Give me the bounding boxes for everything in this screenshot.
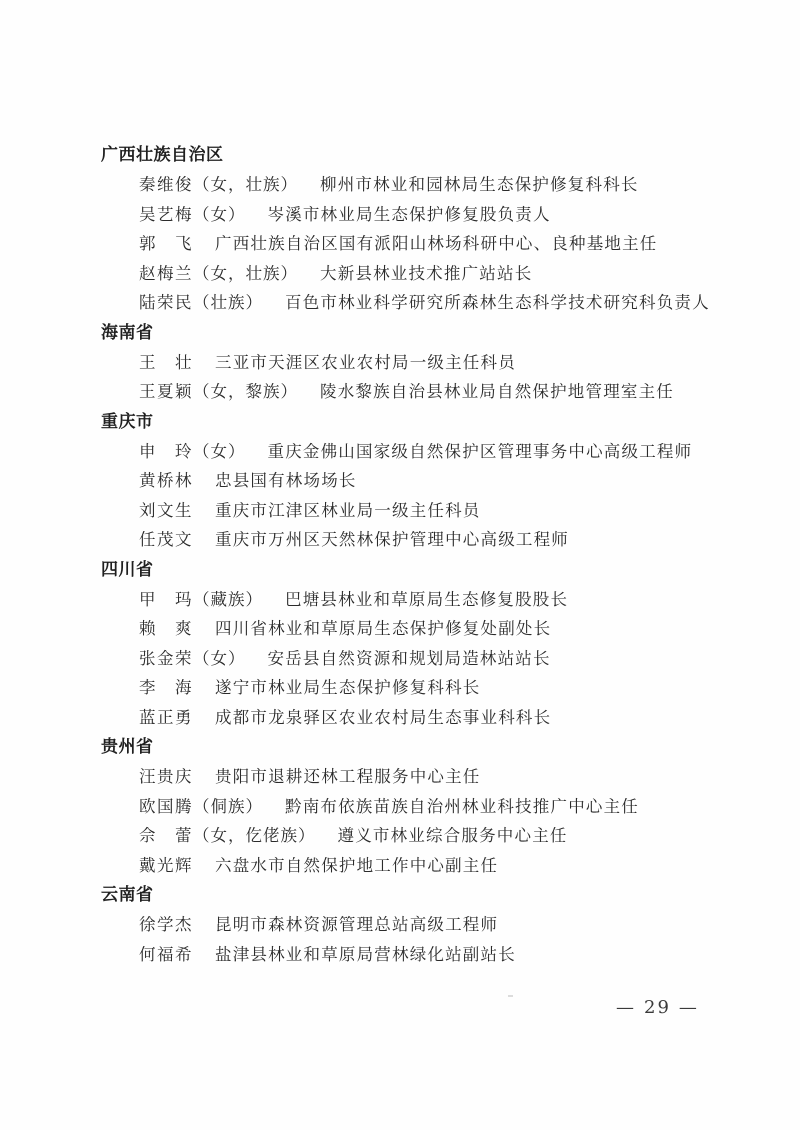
person-note: （女，仡佬族） [193, 826, 316, 845]
person-name: 赖 爽 [139, 619, 193, 638]
list-item [101, 792, 741, 822]
person-note: （藏族） [193, 589, 263, 609]
list-item [101, 437, 741, 467]
person-title: 重庆市万州区天然林保护管理中心高级工程师 [215, 530, 569, 549]
person-note: （女） [193, 648, 246, 668]
province-header-chongqing: 重庆市 [101, 411, 154, 432]
person-note: （女，壮族） [193, 263, 298, 283]
list-item [101, 851, 741, 881]
list-item [101, 821, 741, 851]
province-header-guizhou: 贵州省 [101, 737, 154, 757]
province-header-sichuan: 四川省 [101, 559, 154, 580]
list-item [101, 496, 741, 526]
list-item [101, 762, 741, 792]
list-item [101, 466, 741, 496]
list-item [101, 614, 741, 644]
person-title: 大新县林业技术推广站站长 [320, 263, 533, 283]
person-name: 陆荣民 [139, 293, 193, 312]
list-item [101, 525, 741, 555]
scan-mark [508, 995, 513, 997]
province-header-guangxi: 广西壮族自治区 [101, 145, 224, 165]
person-name: 秦维俊 [139, 175, 193, 194]
person-title: 六盘水市自然保护地工作中心副主任 [215, 855, 499, 875]
person-title: 贵阳市退耕还林工程服务中心主任 [215, 767, 481, 786]
person-name: 赵梅兰 [139, 263, 193, 283]
list-item [101, 940, 741, 970]
person-name: 欧国腾 [139, 796, 193, 816]
person-name: 戴光辉 [139, 855, 193, 875]
person-title: 重庆金佛山国家级自然保护区管理事务中心高级工程师 [267, 441, 693, 461]
person-title: 四川省林业和草原局生态保护修复处副处长 [215, 619, 552, 638]
person-title: 遵义市林业综合服务中心主任 [337, 826, 568, 845]
person-name: 甲 玛 [139, 589, 193, 609]
list-item [101, 644, 741, 674]
person-note: （侗族） [193, 796, 263, 816]
person-name: 王 壮 [139, 352, 193, 372]
person-note: （女） [193, 204, 246, 224]
person-title: 三亚市天涯区农业农村局一级主任科员 [215, 352, 516, 372]
list-item [101, 259, 741, 289]
person-title: 昆明市森林资源管理总站高级工程师 [215, 915, 499, 934]
person-name: 王夏颖 [139, 382, 193, 401]
person-title: 遂宁市林业局生态保护修复科科长 [215, 678, 481, 697]
person-name: 黄桥林 [139, 471, 193, 490]
page-number-dash-left: — [616, 997, 636, 1018]
honoree-list [101, 140, 741, 969]
province-header-hainan: 海南省 [101, 322, 154, 343]
list-item [101, 229, 741, 259]
person-title: 百色市林业科学研究所森林生态科学技术研究科负责人 [285, 293, 710, 312]
person-title: 重庆市江津区林业局一级主任科员 [215, 500, 481, 520]
person-title: 盐津县林业和草原局营林绿化站副站长 [215, 944, 516, 964]
person-name: 刘文生 [139, 500, 193, 520]
person-name: 汪贵庆 [139, 767, 193, 786]
list-item [101, 348, 741, 378]
person-title: 安岳县自然资源和规划局造林站站长 [267, 648, 551, 668]
page-number-value: 29 [644, 997, 671, 1018]
person-note: （女） [193, 441, 246, 461]
person-name: 任茂文 [139, 530, 193, 549]
person-name: 申 玲 [139, 441, 193, 461]
person-title: 巴塘县林业和草原局生态修复股股长 [285, 589, 569, 609]
person-name: 郭 飞 [139, 234, 193, 253]
person-name: 蓝正勇 [139, 707, 193, 727]
province-header-yunnan: 云南省 [101, 885, 154, 905]
person-title: 黔南布依族苗族自治州林业科技推广中心主任 [285, 796, 639, 816]
list-item [101, 585, 741, 615]
person-note: （女，壮族） [193, 175, 298, 194]
list-item [101, 703, 741, 733]
person-title: 岑溪市林业局生态保护修复股负责人 [267, 204, 551, 224]
list-item [101, 673, 741, 703]
page-number-dash-right: — [678, 997, 699, 1018]
person-title: 忠县国有林场场长 [215, 471, 357, 490]
person-name: 吴艺梅 [139, 204, 193, 224]
person-note: （壮族） [193, 293, 263, 312]
person-name: 徐学杰 [139, 915, 193, 934]
list-item [101, 288, 741, 318]
list-item [101, 910, 741, 940]
person-note: （女，黎族） [193, 382, 298, 401]
page-number [616, 997, 699, 1018]
person-name: 李 海 [139, 678, 193, 697]
list-item [101, 377, 741, 407]
person-name: 张金荣 [139, 648, 193, 668]
person-name: 何福希 [139, 944, 193, 964]
person-name: 佘 蕾 [139, 826, 193, 845]
person-title: 柳州市林业和园林局生态保护修复科科长 [320, 175, 639, 194]
list-item [101, 200, 741, 230]
person-title: 广西壮族自治区国有派阳山林场科研中心、良种基地主任 [215, 234, 658, 253]
list-item [101, 170, 741, 200]
person-title: 陵水黎族自治县林业局自然保护地管理室主任 [320, 382, 674, 401]
person-title: 成都市龙泉驿区农业农村局生态事业科科长 [215, 707, 552, 727]
